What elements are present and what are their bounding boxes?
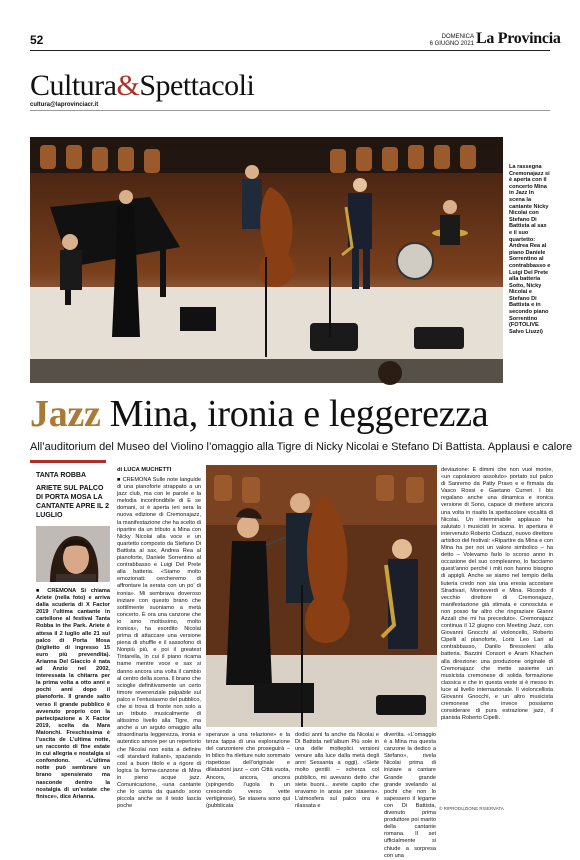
headline	[30, 392, 488, 436]
article-byline: di LUCA MUCHETTI	[117, 467, 172, 473]
photo-caption: La rassegna Cremonajazz si è aperta con il concerto Mina in Jazz In scena la cantante Nicky Nicolai con Stefano Di Battista al sax e il suo quartetto: Andrea Rea al piano Daniele Sorrentino al contrabbasso e Luigi Del Prete alla batteria Sotto, Nicky Nicolai e Stefano Di Battista e in secondo piano Sorrentino (FOTOLIVE Salvo Liuzzi)	[509, 164, 551, 335]
article-col-5: deviazione: E dimmi che non vuoi morire, «un capolavoro assoluto» portato sul palco di Sanremo da Patty Pravo e e firmata da Vasco Rossi e Gaetano Curreri. I bis regalano anche una dinamica e ironica versione di Sono, capace di mettere ancora una volta in risalto la spettacolare vocalità di Nicolai. Un interminabile applauso ha salutato i musicisti in scena. In apertura è intervenuto Roberto Codazzi, nuovo direttore artistico del festival: «Ripartire da Mina e con Mina ha per noi un valore simbolico – ha detto – Volevamo farlo lo scorso anno in occasione del suo compleanno, lo facciamo quest’anno perché i miti non hanno bisogno di appigli. Anche se siamo nel tempio della liuteria credo non sia una eresia accostare Stradivari, Monteverdi e Mina. Ricordo il vecchio direttore di Cremonajazz, manifestazione già stimata e conosciuta e non posso far altro che ringraziare Gianni Azzali che mi ha preceduto». Cremonajazz continua il 12 giugno con Meeting Jazz, con Giovanni Gnocchi al violoncello, Roberto Cipelli al pianoforte, Loris Leo Lari al contrabbasso, Danilo Bressoleni alla batteria. Bazzini Consort e Aram Khachen alla direzione: una produzione originale di Cremonajazz che mette assieme un musicista cremonese di solida formazione classica e che in questa veste si è messo in luce al livello internazionale. Il violoncellista Giovanni Gnocchi, e un altro musicista cremonese che invece possiamo considerare di pura estrazione jazz, il pianista Roberto Cipelli.	[441, 467, 553, 722]
newspaper-masthead: La Provincia	[476, 30, 561, 47]
section-email: cultura@laprovinciacr.it	[30, 102, 99, 108]
sidebar-label: TANTA ROBBA	[36, 472, 87, 479]
sidebar-body: ■ CREMONA Si chiama Ariete (nella foto) e arriva dalla scuderia di X Factor 2019 l’ultima cantante in cartellone al festival Tanta Robba in the Park. Ariete è attesa il 2 luglio alle 21 sul palco di Porta Mosa (biglietto di ingresso 15 euro più prevendita). Arianna Del Giaccio è nata ad Anzio nel 2002, interessata la chitarra per la prima volta a otto anni e pochi anni dopo il pianoforte. Il grande salto verso il grande pubblico è avvenuto proprio con la partecipazione a X Factor 2019, scelta da Mara Maionchi. Freschissima è l’uscita de L’ultima notte, un racconto di fine estate in cui allegria e nostalgia si confondono. «L’ultima notte può sembrare un brano spensierato ma nasconde dentro la nostalgia di un’estate che finisce», dice Arianna.	[36, 588, 110, 800]
section-title-part1: Cultura	[30, 69, 117, 102]
section-rule	[30, 110, 550, 111]
article-col-1: ■ CREMONA Sulle note languide di una pianoforte strappato a un jazz club, ma con le parole e la melodia inconfondibile di E se domani, si è aperta ieri sera la nuova edizione di Cremonajazz, la manifestazione che ha scelto di ripartire da un tributo a Mina con Nicky Nicolai alla voce e un quartetto composto da Stefano Di Battista al sax, Andrea Rea al pianoforte, Daniele Sorrentino al contrabbasso e Luigi Del Prete alla batteria. «Siamo molto emozionati: cercheremo di affrontare la serata con un po’ di ironia». Mi sembrava doveroso iniziare con questo brano che sottilmente suoniamo a metà concerto. È ora una canzone che io amo moltissimo, molto ironica», ha esordito Nicolai prima di attaccare una versione piena di shuffle e il sassofono di Nonpiù più, e poi il greatest Tintarella, in cui il piano ricama trame mentre voce e sax si danno ancora una volta il cambio al centro della scena. Il brano che scioglie definitivamente un certo timore reverenziale palpabile sul palco e l’entusiasmo del pubblico, che si trova di fronte non solo a un tributo musicalmente di altissimo livello alla Tigre, ma anche a un arguto omaggio alla straordinaria leggerezza, ironia e autentico amore per un repertorio che Nicolai non esita a definire «di standard italiani», spaziando così a buon titolo e a rigore di logica la forma-canzone di Mina in pieno acque jazz. Comunicazione, «una cantante che lo canta da quando sono piccola anche se il testo lascia poche	[117, 477, 201, 810]
section-title	[30, 70, 254, 102]
header-rule	[30, 50, 550, 51]
dateline-day: DOMENICA	[441, 34, 474, 40]
headline-title: Mina, ironia e leggerezza	[109, 393, 489, 435]
sidebar-accent-bar	[30, 460, 106, 463]
dateline-date: 6 GIUGNO 2021	[429, 41, 474, 47]
dateline	[402, 34, 474, 48]
subheadline: All’auditorium del Museo del Violino l’omaggio alla Tigre di Nicky Nicolai e Stefano Di Battista. Applausi e calore	[30, 441, 573, 453]
headline-kicker: Jazz	[30, 393, 101, 435]
section-title-amp: &	[116, 69, 140, 102]
article-col-3: dodici anni fa anche da Nicolai e Di Battista nell’album Più sole in una delle molteplici versioni venure alla luce dalla metà degli anni Sessanta a oggi). «Siete molto gentili – scherza col pubblico, mi avevano detto che siete buoni... avrete capito che eravamo in ansia per stasera». L’atmosfera sul palco ora è rilassata e	[295, 732, 379, 809]
photo-ariete-portrait	[36, 526, 110, 582]
article-col-4: divertita. «L’omaggio è a Mina ma questa canzone la dedico a Stefano», rivela Nicolai prima di iniziare a cantare Grande grande grande svelando ai pochi che non lo sapessero il legame con Di Battista, divenuto prima produttore poi marito della cantante romana. Il set ufficialmente si chiude a sorpresa con una	[384, 732, 436, 859]
copyright-notice: © RIPRODUZIONE RISERVATA	[439, 806, 504, 811]
page-number: 52	[30, 33, 44, 47]
photo-stage-concert	[30, 137, 503, 383]
section-title-part2: Spettacoli	[139, 69, 255, 102]
sidebar-title: ARIETE SUL PALCO DI PORTA MOSA LA CANTANTE APRE IL 2 LUGLIO	[36, 485, 109, 519]
photo-singer-sax	[206, 465, 437, 727]
article-col-2: speranze a una relazione» e la terza tappa di una esplorazione del canzoniere che proseguirà – in bilico fra riletture nuto sommato rispettose dell’originale e dilatazioni jazz – con Città vuota, Ancora, ancora, ancora (spingendo l’ugola in un crescendo verso vette vertiginose), Se stasera sono qui (pubblicata	[206, 732, 290, 809]
